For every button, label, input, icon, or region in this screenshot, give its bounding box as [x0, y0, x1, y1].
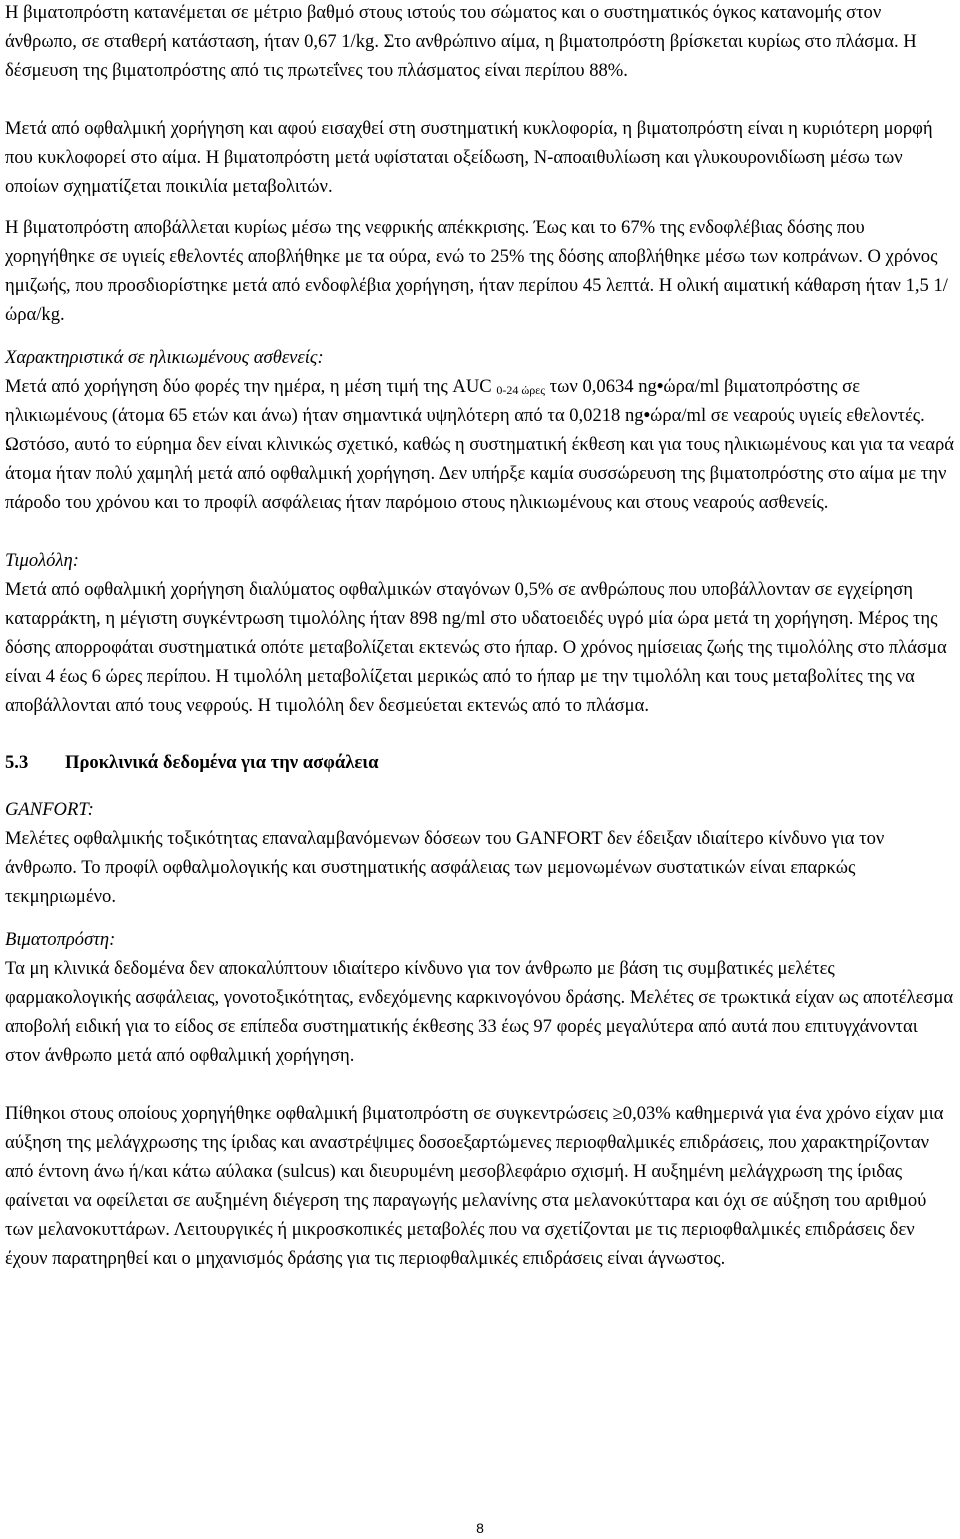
elderly-text-part1: Μετά από χορήγηση δύο φορές την ημέρα, η μέση τιμή της AUC — [5, 376, 497, 397]
bimatoprost-text2-a: Πίθηκοι στους οποίους χορηγήθηκε οφθαλμική βιματοπρόστη σε συγκεντρώσεις — [5, 1103, 613, 1124]
paragraph-elderly — [5, 372, 955, 517]
auc-subscript: 0-24 ώρες — [496, 383, 546, 397]
document-page — [5, 0, 955, 1273]
paragraph-metabolism: Μετά από οφθαλμική χορήγηση και αφού εισαχθεί στη συστηματική κυκλοφορία, η βιματοπρόστη είναι η κυριότερη μορφή που κυκλοφορεί στο αίμα. Η βιματοπρόστη μετά υφίσταται οξείδωση, N-αποαιθυλίωση και γλυκουρονιδίωση μέσω των οποίων σχηματίζεται ποικιλία μεταβολιτών. — [5, 118, 933, 197]
subheading-elderly: Χαρακτηριστικά σε ηλικιωμένους ασθενείς: — [5, 347, 324, 368]
section-title: Προκλινικά δεδομένα για την ασφάλεια — [65, 752, 379, 773]
paragraph-timolol: Μετά από οφθαλμική χορήγηση διαλύματος οφθαλμικών σταγόνων 0,5% σε ανθρώπους που υποβάλλονταν σε εγχείρηση καταρράκτη, η μέγιστη συγκέντρωση τιμολόλης ήταν 898 ng/ml στο υδατοειδές υγρό μία ώρα μετά τη χορήγηση. Μέρος της δόσης απορροφάται συστηματικά οπότε μεταβολίζεται εκτενώς στο ήπαρ. Ο χρόνος ημίσειας ζωής της τιμολόλης στο πλάσμα είναι 4 έως 6 ώρες περίπου. Η τιμολόλη μεταβολίζεται μερικώς από το ήπαρ με την τιμολόλη και τους μεταβολίτες της να αποβάλλονται από τους νεφρούς. Η τιμολόλη δεν δεσμεύεται εκτενώς από το πλάσμα. — [5, 579, 947, 716]
greater-equal-symbol: ≥ — [612, 1103, 623, 1124]
bullet-symbol: • — [643, 405, 651, 426]
page-number: 8 — [476, 1520, 484, 1536]
subheading-ganfort: GANFORT: — [5, 799, 94, 820]
paragraph-bimatoprost-1: Τα μη κλινικά δεδομένα δεν αποκαλύπτουν ιδιαίτερο κίνδυνο για τον άνθρωπο με βάση τις συμβατικές μελέτες φαρμακολογικής ασφάλειας, γονοτοξικότητας, ενδεχόμενης καρκινογόνου δράσης. Μελέτες σε τρωκτικά είχαν ως αποτέλεσμα αποβολή ειδική για το είδος σε επίπεδα συστηματικής έκθεσης 33 έως 97 φορές μεγαλύτερα από αυτά που επιτυγχάνονται στον άνθρωπο μετά από οφθαλμική χορήγηση. — [5, 958, 954, 1066]
section-number: 5.3 — [5, 752, 29, 773]
elderly-text-part4: ώρα/ml σε νεαρούς υγιείς εθελοντές. Ωστόσο, αυτό το εύρημα δεν είναι κλινικώς σχετικό, καθώς η συστηματική έκθεση και για τους ηλικιωμένους και για τα νεαρά άτομα ήταν πολύ χαμηλή μετά από οφθαλμική χορήγηση. Δεν υπήρξε καμία συσσώρευση της βιματοπρόστης στο αίμα με την πάροδο του χρόνου και το προφίλ ασφάλειας ήταν παρόμοιο στους ηλικιωμένους και στους νεαρούς ασθενείς. — [5, 405, 954, 513]
section-heading — [5, 748, 955, 777]
subheading-bimatoprost: Βιματοπρόστη: — [5, 929, 116, 950]
paragraph-ganfort: Μελέτες οφθαλμικής τοξικότητας επαναλαμβανόμενων δόσεων του GANFORT δεν έδειξαν ιδιαίτερο κίνδυνο για τον άνθρωπο. Το προφίλ οφθαλμολογικής και συστηματικής ασφάλειας των μεμονωμένων συστατικών είναι επαρκώς τεκμηριωμένο. — [5, 828, 885, 907]
paragraph-distribution: Η βιματοπρόστη κατανέμεται σε μέτριο βαθμό στους ιστούς του σώματος και ο συστηματικός όγκος κατανομής στον άνθρωπο, σε σταθερή κατάσταση, ήταν 0,67 1/kg. Στο ανθρώπινο αίμα, η βιματοπρόστη βρίσκεται κυρίως στο πλάσμα. Η δέσμευση της βιματοπρόστης από τις πρωτεΐνες του πλάσματος είναι περίπου 88%. — [5, 2, 917, 81]
subheading-timolol: Τιμολόλη: — [5, 550, 79, 571]
elderly-text-part3: ώρα/ml βιματοπρόστης σε ηλικιωμένους (άτομα 65 ετών και άνω) ήταν σημαντικά υψηλότερη από τα 0,0218 ng — [5, 376, 861, 426]
elderly-text-part2: των 0,0634 ng — [545, 376, 657, 397]
bimatoprost-text2-b: 0,03% καθημερινά για ένα χρόνο είχαν μια αύξηση της μελάγχρωσης της ίριδας και αναστρέψιμες δοσοεξαρτώμενες περιοφθαλμικές επιδράσεις, που χαρακτηρίζονταν από έντονη άνω ή/και κάτω αύλακα (sulcus) και διευρυμένη μεσοβλεφάριο σχισμή. Η αυξημένη μελάγχρωση της ίριδας φαίνεται να οφείλεται σε αυξημένη διέγερση της παραγωγής μελανίνης στα μελανοκύτταρα και όχι σε αύξηση του αριθμού των μελανοκυττάρων. Λειτουργικές ή μικροσκοπικές μεταβολές που να σχετίζονται με τις περιοφθαλμικές επιδράσεις δεν έχουν παρατηρηθεί και ο μηχανισμός δράσης για τις περιοφθαλμικές επιδράσεις είναι άγνωστος. — [5, 1103, 944, 1269]
paragraph-bimatoprost-2 — [5, 1099, 955, 1273]
paragraph-elimination: Η βιματοπρόστη αποβάλλεται κυρίως μέσω της νεφρικής απέκκρισης. Έως και το 67% της ενδοφλέβιας δόσης που χορηγήθηκε σε υγιείς εθελοντές αποβλήθηκε με τα ούρα, ενώ το 25% της δόσης αποβλήθηκε μέσω των κοπράνων. Ο χρόνος ημιζωής, που προσδιορίστηκε μετά από ενδοφλέβια χορήγηση, ήταν περίπου 45 λεπτά. Η ολική αιματική κάθαρση ήταν 1,5 1/ώρα/kg. — [5, 217, 948, 325]
bullet-symbol: • — [656, 376, 664, 397]
